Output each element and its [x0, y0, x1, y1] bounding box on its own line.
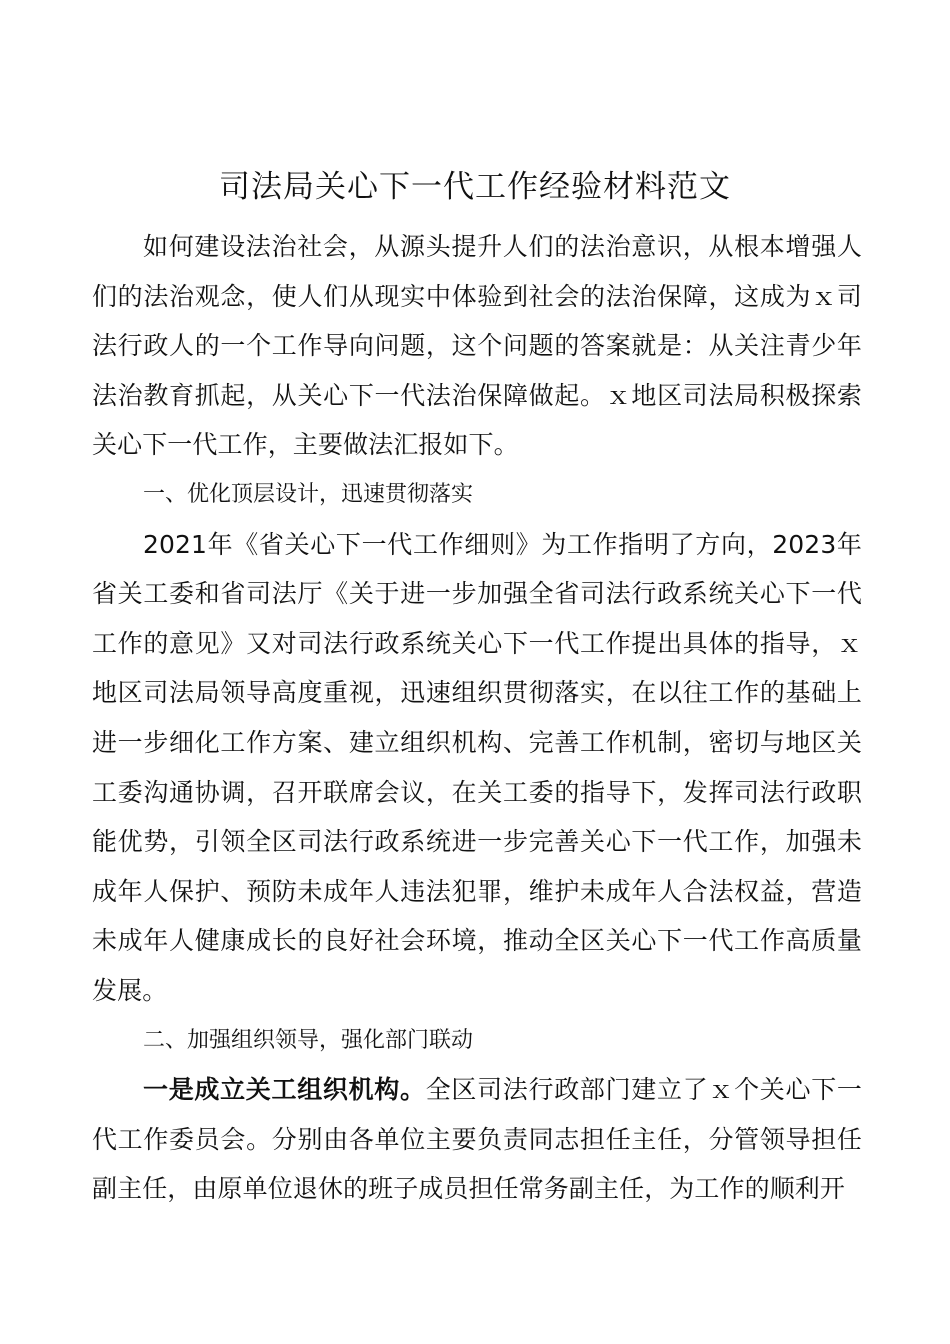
intro-paragraph: 如何建设法治社会，从源头提升人们的法治意识，从根本增强人们的法治观念，使人们从现实中体验到社会的法治保障，这成为ｘ司法行政人的一个工作导向问题，这个问题的答案就是：从关注青少年法治教育抓起，从关心下一代法治保障做起。ｘ地区司法局积极探索关心下一代工作，主要做法汇报如下。 — [92, 232, 862, 460]
section-2-heading: 二、加强组织领导，强化部门联动 — [143, 1027, 474, 1053]
section-2-text: 全区司法行政部门建立了ｘ个关心下一代工作委员会。分别由各单位主要负责同志担任主任，分管领导担任副主任，由原单位退休的班子成员担任常务副主任，为工作的顺利开 — [92, 1075, 862, 1204]
document-body — [92, 222, 862, 1214]
section-2-lead: 一是成立关工组织机构。 — [143, 1075, 426, 1105]
section-1-paragraph: 2021年《省关心下一代工作细则》为工作指明了方向，2023年省关工委和省司法厅《关于进一步加强全省司法行政系统关心下一代工作的意见》又对司法行政系统关心下一代工作提出具体的指导，ｘ地区司法局领导高度重视，迅速组织贯彻落实，在以往工作的基础上进一步细化工作方案、建立组织机构、完善工作机制，密切与地区关工委沟通协调，召开联席会议，在关工委的指导下，发挥司法行政职能优势，引领全区司法行政系统进一步完善关心下一代工作，加强未成年人保护、预防未成年人违法犯罪，维护未成年人合法权益，营造未成年人健康成长的良好社会环境，推动全区关心下一代工作高质量发展。 — [92, 529, 862, 1005]
document-title: 司法局关心下一代工作经验材料范文 — [219, 169, 731, 205]
section-1-heading: 一、优化顶层设计，迅速贯彻落实 — [143, 481, 474, 507]
section-2-paragraph — [92, 1065, 862, 1214]
